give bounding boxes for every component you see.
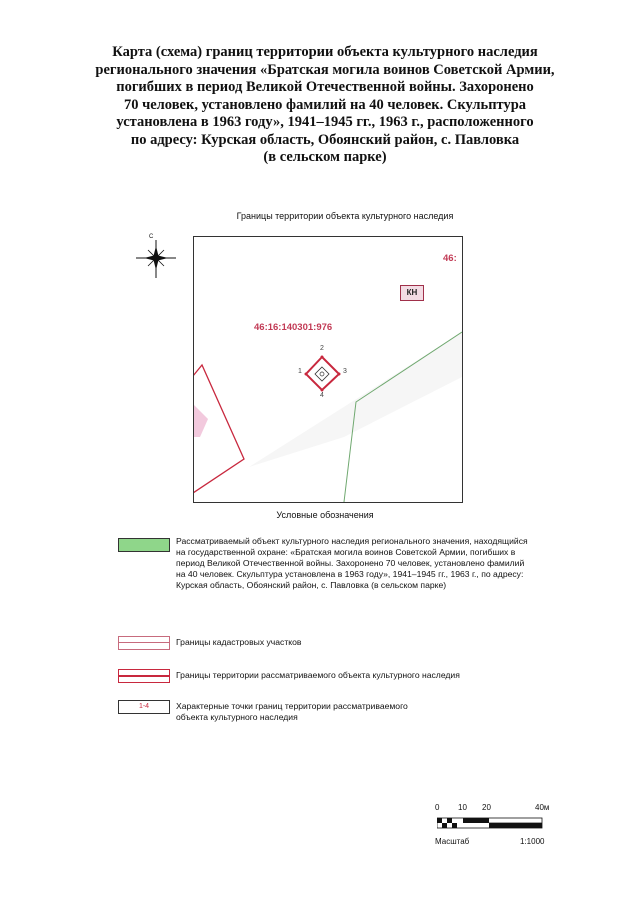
legend-text-points: Характерные точки границ территории рассматриваемого объекта культурного наследия: [176, 701, 408, 722]
north-label: С: [149, 234, 154, 240]
legend-swatch-cadastral: [118, 636, 170, 650]
scale-label: Масштаб: [435, 837, 470, 846]
point-3-marker: [338, 373, 341, 376]
point-label-3: 3: [343, 368, 347, 375]
point-label-2: 2: [320, 345, 324, 352]
scale-bar: [435, 803, 575, 853]
map-frame: [193, 236, 463, 503]
legend-text-okn: Границы территории рассматриваемого объекта культурного наследия: [176, 670, 460, 680]
parcel-number-partial: 46:: [443, 253, 457, 264]
legend-swatch-points: 1-4: [118, 700, 170, 714]
point-2-marker: [321, 356, 324, 359]
parcel-number: 46:16:140301:976: [254, 322, 333, 333]
scale-ratio: 1:1000: [520, 837, 545, 846]
legend-swatch-okn: [118, 669, 170, 683]
map-canvas: [194, 237, 462, 502]
scale-tick-0: 0: [435, 803, 440, 812]
legend-text-object: Рассматриваемый объект культурного наследия регионального значения, находящийся на государственной охране: «Братская могила воинов Советской Армии, погибших в период Великой Отечественной войны. Захоронено 70 человек, установлено фамилий на 40 человек. Скульптура установлена в 1963 году», 1941–1945 гг., 1963 г., по адресу: Курская область, Обоянский район, с. Павловка (в сельском парке): [176, 536, 528, 590]
point-label-1: 1: [298, 368, 302, 375]
legend-title: Условные обозначения: [276, 510, 374, 520]
scale-tick-40: 40м: [535, 803, 550, 812]
legend-text-cadastral: Границы кадастровых участков: [176, 637, 302, 647]
map-caption: Границы территории объекта культурного наследия: [236, 211, 454, 221]
scale-tick-10: 10: [458, 803, 467, 812]
scale-bar-graphic: [437, 816, 543, 830]
legend-swatch-green: [118, 538, 170, 552]
north-arrow-icon: [132, 234, 180, 282]
point-label-4: 4: [320, 392, 324, 399]
road-area: [249, 332, 462, 467]
kn-badge: КН: [400, 285, 424, 301]
scale-tick-20: 20: [482, 803, 491, 812]
map-title: Карта (схема) границ территории объекта культурного наследия регионального значения «Братская могила воинов Советской Армии, погибших в период Великой Отечественной войны. Захоронено 70 человек, установлено фамилий на 40 человек. Скульптура установлена в 1963 году», 1941–1945 гг., 1963 г., расположенного по адресу: Курская область, Обоянский район, с. Павловка (в сельском парке): [95, 44, 555, 165]
point-1-marker: [305, 373, 308, 376]
